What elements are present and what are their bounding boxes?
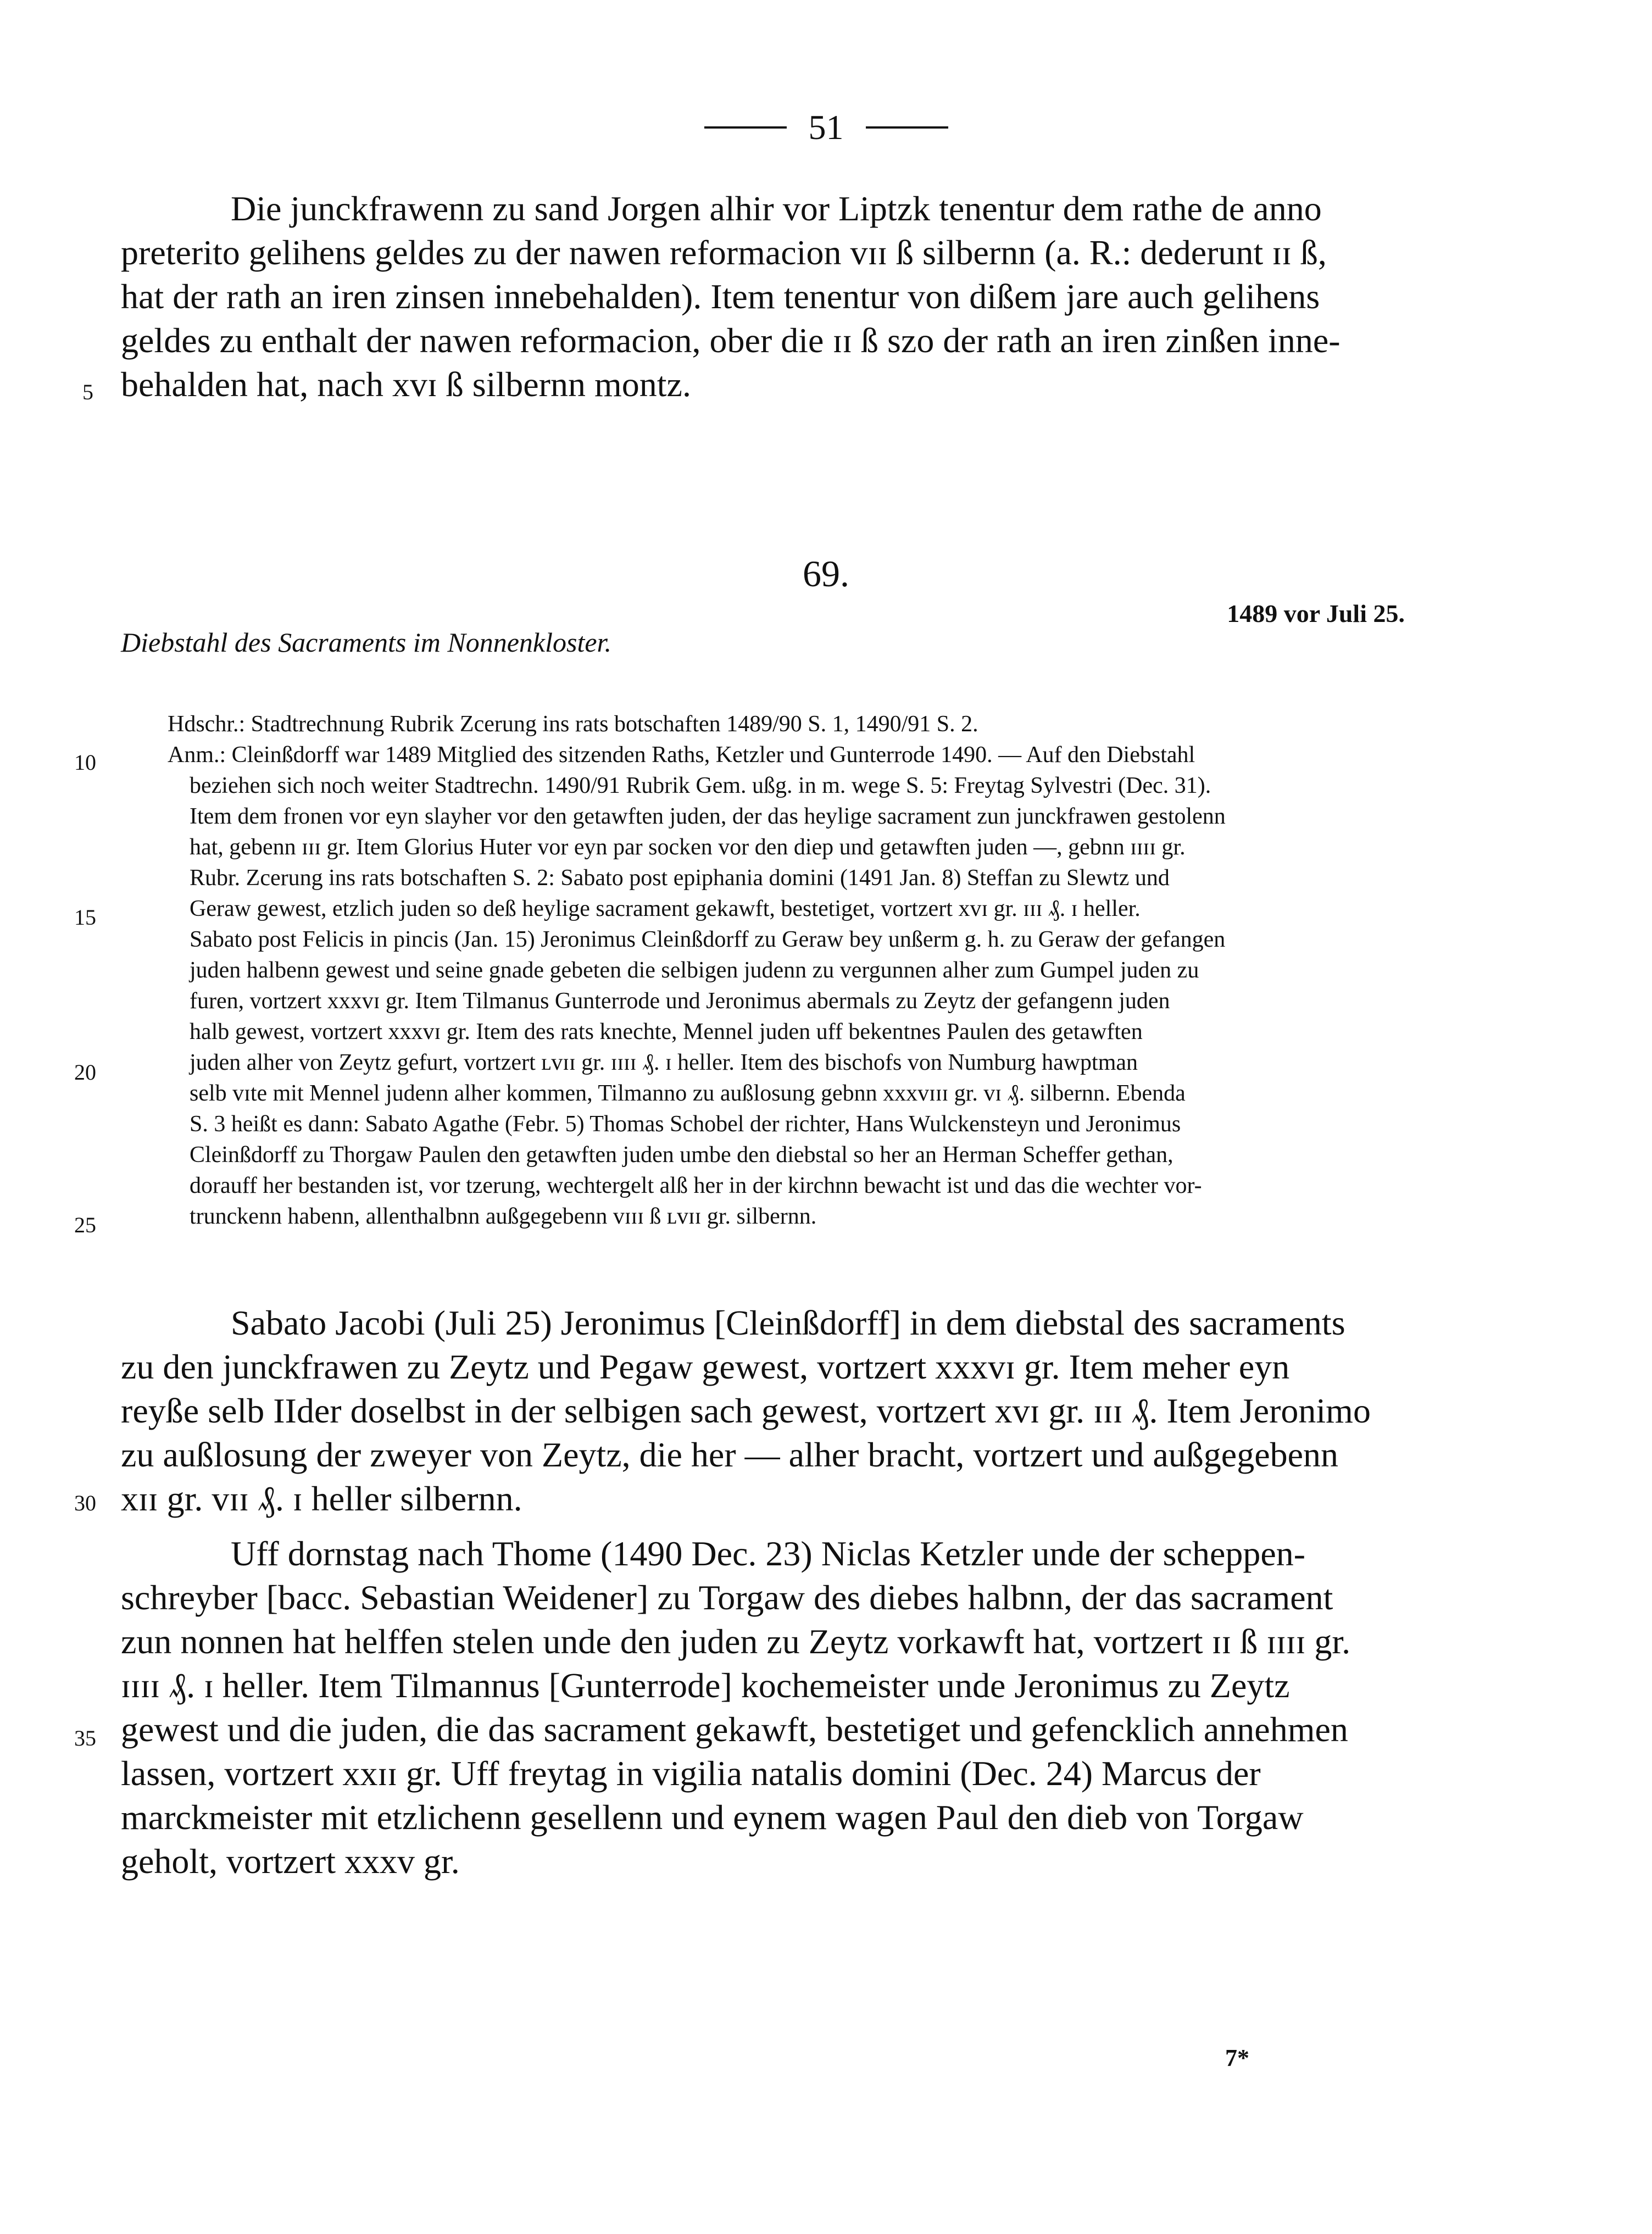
main-line: Uff dornstag nach Thome (1490 Dec. 23) Niclas Ketzler unde der scheppen-	[231, 1534, 1306, 1573]
document-heading: Diebstahl des Sacraments im Nonnenkloster.	[121, 627, 611, 658]
main-line: marckmeister mit etzlichenn gesellenn und eynem wagen Paul den dieb von Torgaw	[121, 1798, 1304, 1837]
main-line: zu außlosung der zweyer von Zeytz, die her — alher bracht, vortzert und außgegebenn	[121, 1435, 1338, 1474]
note-line: trunckenn habenn, allenthalbnn außgegebenn vɪɪɪ ß ʟvɪɪ gr. silbernn.	[190, 1204, 817, 1229]
document-date: 1489 vor Juli 25.	[1227, 599, 1405, 627]
main-line: lassen, vortzert xxɪɪ gr. Uff freytag in vigilia natalis domini (Dec. 24) Marcus der	[121, 1754, 1261, 1793]
main-line: ɪɪɪɪ ₰. ɪ heller. Item Tilmannus [Gunterrode] kochemeister unde Jeronimus zu Zeytz	[121, 1666, 1290, 1705]
intro-line: behalden hat, nach xvɪ ß silbernn montz.	[121, 365, 691, 404]
main-line: schreyber [bacc. Sebastian Weidener] zu Torgaw des diebes halbnn, der das sacrament	[121, 1578, 1333, 1617]
main-line: xɪɪ gr. vɪɪ ₰. ɪ heller silbernn.	[121, 1479, 522, 1518]
line-number: 15	[74, 905, 96, 930]
note-line: hat, gebenn ɪɪɪ gr. Item Glorius Huter vor eyn par socken vor den diep und getawften juden —, gebnn ɪɪɪɪ gr.	[190, 835, 1186, 860]
intro-line: Die junckfrawenn zu sand Jorgen alhir vor Liptzk tenentur dem rathe de anno	[231, 189, 1322, 228]
note-line: Rubr. Zcerung ins rats botschaften S. 2: Sabato post epiphania domini (1491 Jan. 8) Steffan zu Slewtz und	[190, 865, 1170, 891]
note-line: Anm.: Cleinßdorff war 1489 Mitglied des sitzenden Raths, Ketzler und Gunterrode 1490. — Auf den Diebstahl	[168, 742, 1195, 768]
line-number: 35	[74, 1726, 96, 1750]
note-line: selb vɪte mit Mennel judenn alher kommen, Tilmanno zu außlosung gebnn xxxvɪɪɪ gr. vɪ ₰. silbernn. Ebenda	[190, 1081, 1186, 1106]
intro-line: geldes zu enthalt der nawen reformacion, ober die ɪɪ ß szo der rath an iren zinßen inne-	[121, 321, 1340, 360]
intro-line: hat der rath an iren zinsen innebehalden). Item tenentur von dißem jare auch gelihens	[121, 277, 1320, 316]
main-line: reyße selb IIder doselbst in der selbigen sach gewest, vortzert xvɪ gr. ɪɪɪ ₰. Item Jeronimo	[121, 1391, 1371, 1430]
document-number: 69.	[803, 553, 849, 594]
note-line: halb gewest, vortzert xxxvɪ gr. Item des rats knechte, Mennel juden uff bekentnes Paulen des getawften	[190, 1019, 1143, 1044]
note-line: Sabato post Felicis in pincis (Jan. 15) Jeronimus Cleinßdorff zu Geraw bey unßerm g. h. zu Geraw der gefangen	[190, 927, 1226, 952]
note-line: dorauff her bestanden ist, vor tzerung, wechtergelt alß her in der kirchnn bewacht ist und das die wechter vor-	[190, 1173, 1202, 1198]
page-number: 51	[808, 108, 844, 147]
note-line: juden alher von Zeytz gefurt, vortzert ʟvɪɪ gr. ɪɪɪɪ ₰. ɪ heller. Item des bischofs von Numburg hawptman	[190, 1050, 1138, 1075]
page-header	[0, 107, 1652, 148]
line-number: 10	[74, 750, 96, 775]
line-number: 30	[74, 1491, 96, 1515]
main-line: Sabato Jacobi (Juli 25) Jeronimus [Cleinßdorff] in dem diebstal des sacraments	[231, 1303, 1345, 1342]
note-line: Item dem fronen vor eyn slayher vor den getawften juden, der das heylige sacrament zun junckfrawen gestolenn	[190, 804, 1226, 829]
main-line: zun nonnen hat helffen stelen unde den juden zu Zeytz vorkawft hat, vortzert ɪɪ ß ɪɪɪɪ gr.	[121, 1622, 1351, 1661]
line-number: 25	[74, 1213, 96, 1237]
main-line: gewest und die juden, die das sacrament gekawft, bestetiget und gefencklich annehmen	[121, 1710, 1348, 1749]
note-line: S. 3 heißt es dann: Sabato Agathe (Febr. 5) Thomas Schobel der richter, Hans Wulckensteyn und Jeronimus	[190, 1112, 1181, 1137]
header-rule-right	[866, 126, 948, 129]
header-rule-left	[704, 126, 787, 129]
note-line: Hdschr.: Stadtrechnung Rubrik Zcerung ins rats botschaften 1489/90 S. 1, 1490/91 S. 2.	[168, 712, 978, 737]
note-line: Cleinßdorff zu Thorgaw Paulen den getawften juden umbe den diebstal so her an Herman Scheffer gethan,	[190, 1142, 1173, 1168]
main-line: zu den junckfrawen zu Zeytz und Pegaw gewest, vortzert xxxvɪ gr. Item meher eyn	[121, 1347, 1290, 1386]
note-line: juden halbenn gewest und seine gnade gebeten die selbigen judenn zu vergunnen alher zum Gumpel juden zu	[190, 958, 1199, 983]
note-line: Geraw gewest, etzlich juden so deß heylige sacrament gekawft, bestetiget, vortzert xvɪ gr. ɪɪɪ ₰. ɪ heller.	[190, 896, 1141, 921]
line-number: 5	[82, 380, 93, 404]
intro-line: preterito gelihens geldes zu der nawen reformacion vɪɪ ß silbernn (a. R.: dederunt ɪɪ ß,	[121, 233, 1327, 272]
signature-mark: 7*	[1225, 2044, 1249, 2071]
main-line: geholt, vortzert xxxv gr.	[121, 1842, 460, 1881]
note-line: beziehen sich noch weiter Stadtrechn. 1490/91 Rubrik Gem. ußg. in m. wege S. 5: Freytag Sylvestri (Dec. 31).	[190, 773, 1211, 798]
line-number: 20	[74, 1060, 96, 1085]
note-line: furen, vortzert xxxvɪ gr. Item Tilmanus Gunterrode und Jeronimus abermals zu Zeytz der gefangenn juden	[190, 988, 1170, 1014]
